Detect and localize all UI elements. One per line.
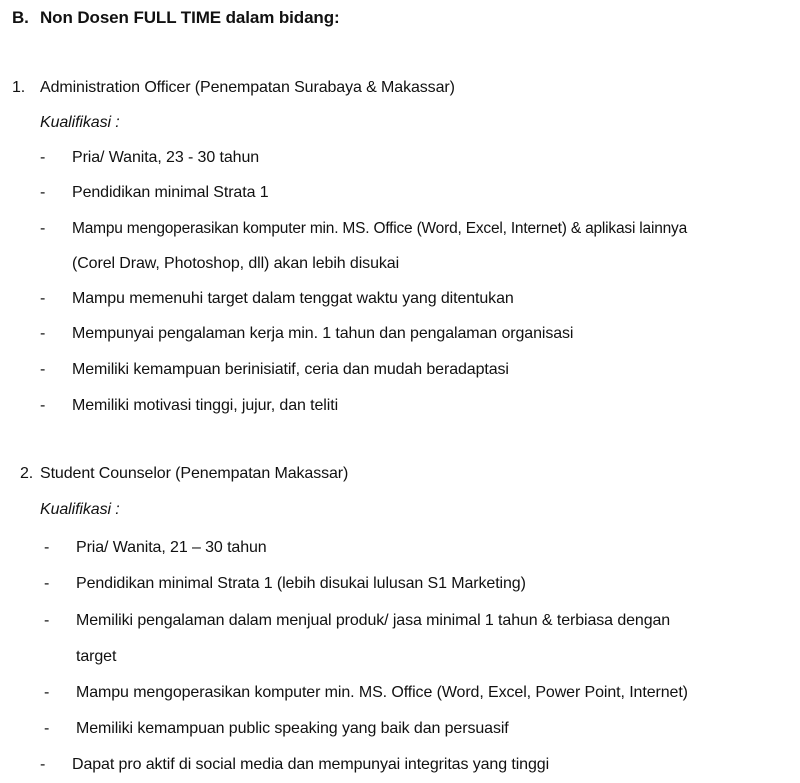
position-1-title: Administration Officer (Penempatan Surabaya & Makassar) bbox=[40, 79, 455, 96]
position-2-item-continuation: target bbox=[76, 648, 117, 665]
bullet-dash: - bbox=[40, 397, 46, 414]
bullet-dash: - bbox=[40, 290, 46, 307]
position-2-item: Memiliki kemampuan public speaking yang baik dan persuasif bbox=[76, 720, 509, 737]
position-2-item: Dapat pro aktif di social media dan mempunyai integritas yang tinggi bbox=[72, 756, 550, 773]
bullet-dash: - bbox=[40, 220, 46, 237]
bullet-dash: - bbox=[44, 612, 50, 629]
position-2-item: Memiliki pengalaman dalam menjual produk/ jasa minimal 1 tahun & terbiasa dengan bbox=[76, 612, 671, 629]
section-title: Non Dosen FULL TIME dalam bidang: bbox=[40, 8, 340, 27]
position-2-item: Pria/ Wanita, 21 – 30 tahun bbox=[76, 539, 267, 556]
position-1-item: Memiliki kemampuan berinisiatif, ceria dan mudah beradaptasi bbox=[72, 361, 509, 378]
bullet-dash: - bbox=[40, 756, 46, 773]
bullet-dash: - bbox=[40, 184, 46, 201]
position-2-title: Student Counselor (Penempatan Makassar) bbox=[40, 465, 349, 482]
position-1-item: Mampu mengoperasikan komputer min. MS. Office (Word, Excel, Internet) & aplikasi lainnya bbox=[72, 220, 688, 237]
position-1-item: Mampu memenuhi target dalam tenggat waktu yang ditentukan bbox=[72, 290, 514, 307]
position-1-item-continuation: (Corel Draw, Photoshop, dll) akan lebih disukai bbox=[72, 255, 400, 272]
bullet-dash: - bbox=[44, 575, 50, 592]
position-1-number: 1. bbox=[12, 79, 26, 96]
bullet-dash: - bbox=[40, 325, 46, 342]
bullet-dash: - bbox=[44, 684, 50, 701]
bullet-dash: - bbox=[44, 539, 50, 556]
position-2-number: 2. bbox=[20, 465, 34, 482]
position-1-item: Pendidikan minimal Strata 1 bbox=[72, 184, 269, 201]
bullet-dash: - bbox=[40, 361, 46, 378]
bullet-dash: - bbox=[40, 149, 46, 166]
section-letter: B. bbox=[12, 8, 29, 27]
bullet-dash: - bbox=[44, 720, 50, 737]
position-1-item: Memiliki motivasi tinggi, jujur, dan teliti bbox=[72, 397, 339, 414]
position-2-item: Pendidikan minimal Strata 1 (lebih disukai lulusan S1 Marketing) bbox=[76, 575, 526, 592]
position-1-item: Mempunyai pengalaman kerja min. 1 tahun dan pengalaman organisasi bbox=[72, 325, 574, 342]
position-1-qualification-label: Kualifikasi : bbox=[40, 114, 120, 131]
position-1-item: Pria/ Wanita, 23 - 30 tahun bbox=[72, 149, 260, 166]
position-2-qualification-label: Kualifikasi : bbox=[40, 501, 120, 518]
position-2-item: Mampu mengoperasikan komputer min. MS. Office (Word, Excel, Power Point, Internet) bbox=[76, 684, 688, 701]
